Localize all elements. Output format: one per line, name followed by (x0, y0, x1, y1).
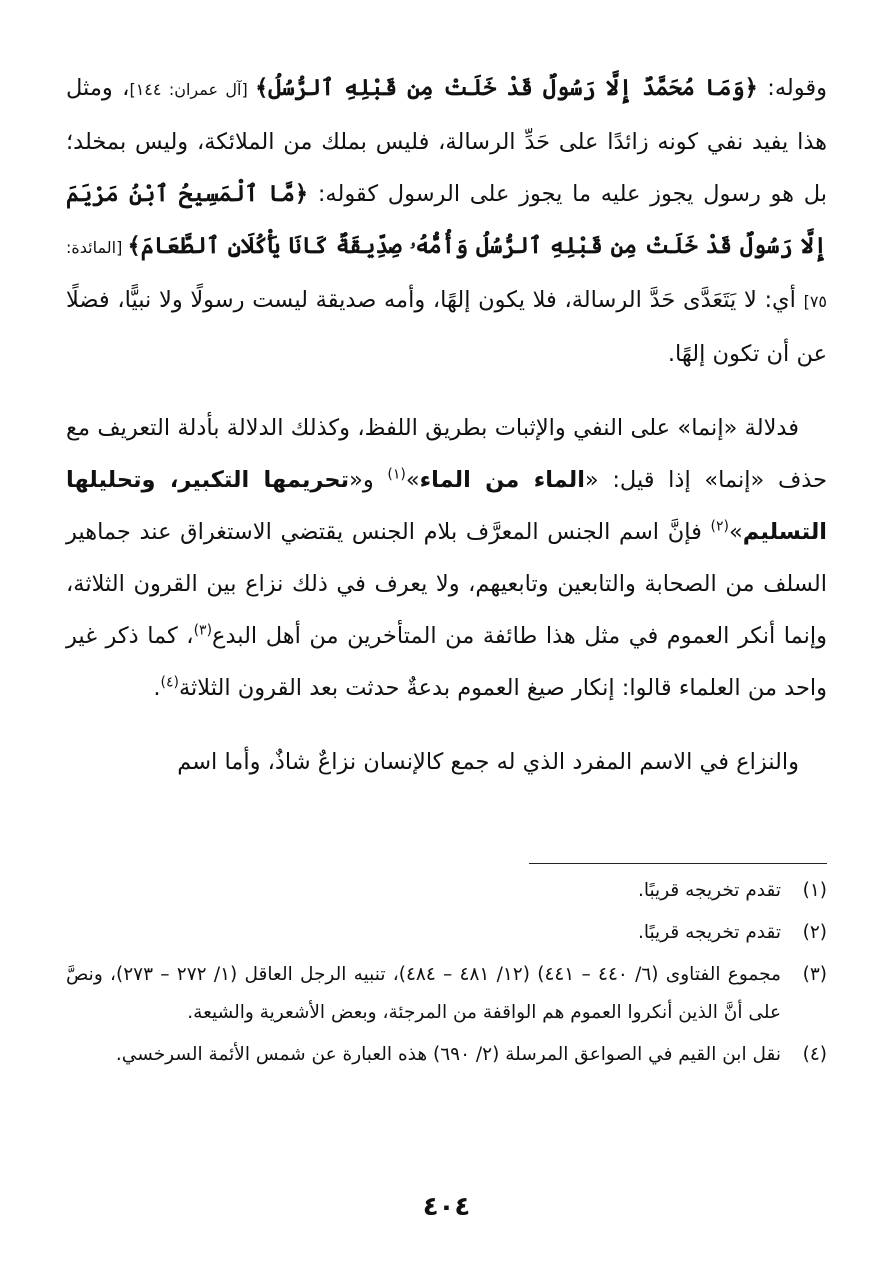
text-run: ، ومثل هذا يفيد نفي كونه زائدًا على حَدِّ الرسالة، فليس بملك من الملائكة، وليس بمخلد؛ بل هو رسول يجوز عليه ما يجوز على الرسول كقوله: (66, 75, 828, 207)
footnote-item (66, 914, 827, 952)
page-number: ٤٠٤ (422, 1192, 471, 1222)
text-run: » (728, 519, 743, 545)
footnote-marker[interactable]: (١) (387, 466, 406, 483)
main-text (66, 62, 827, 788)
footnote-marker[interactable]: (٢) (710, 518, 729, 535)
footnote-text: نقل ابن القيم في الصواعق المرسلة (٢/ ٦٩٠) هذه العبارة عن شمس الأئمة السرخسي. (115, 1044, 781, 1065)
text-run: فدلالة «إنما» على النفي والإثبات بطريق اللفظ، وكذلك الدلالة بأدلة التعريف مع حذف «إنما» إذا قيل: « (66, 415, 827, 493)
footnote-text: تقدم تخريجه قريبًا. (637, 922, 781, 943)
text-run: . (153, 675, 161, 701)
verse-reference: [المائدة: ٧٥] (66, 238, 827, 311)
quran-verse: ﴿وَمَا مُحَمَّدٌ إِلَّا رَسُولٌ قَدْ خَلَتْ مِن قَبْلِهِ ٱلرُّسُلُ﴾ (255, 75, 758, 101)
hadith-quote: الماء من الماء (419, 467, 585, 493)
paragraph-1 (66, 62, 827, 380)
quran-verse: ﴿مَّا ٱلْمَسِيحُ ٱبْنُ مَرْيَمَ إِلَّا رَسُولٌ قَدْ خَلَتْ مِن قَبْلِهِ ٱلرُّسُلُ وَأُمُّهُۥ صِدِّيقَةٌ كَانَا يَأْكُلَانِ ٱلطَّعَامَ﴾ (66, 181, 827, 259)
footnote-text: مجموع الفتاوى (٦/ ٤٤٠ – ٤٤١) (١٢/ ٤٨١ – ٤٨٤)، تنبيه الرجل العاقل (١/ ٢٧٢ – ٢٧٣)، ونصَّ على أنَّ الذين أنكروا العموم هم الواقفة من المرجئة، وبعض الأشعرية والشيعة. (66, 964, 781, 1023)
hadith-quote: تحريمها التكبير، وتحليلها التسليم (66, 467, 827, 545)
footnote-number: (٤) (802, 1044, 827, 1065)
footnote-marker[interactable]: (٤) (160, 674, 179, 691)
paragraph-2 (66, 402, 827, 714)
footnotes (66, 872, 827, 1078)
footnote-marker[interactable]: (٣) (193, 622, 213, 639)
footnote-item (66, 872, 827, 910)
text-run: وقوله: (757, 75, 827, 101)
text-run: و« (349, 467, 388, 493)
text-run: فإنَّ اسم الجنس المعرَّف بلام الجنس يقتضي الاستغراق عند جماهير السلف من الصحابة والتابعين وتابعيهم، ولا يعرف في ذلك نزاع بين القرون الثلاثة، وإنما أنكر العموم في مثل هذا طائفة من المتأخرين من أهل البدع (66, 519, 827, 649)
footnote-number: (٢) (802, 922, 827, 943)
footnote-number: (١) (802, 880, 827, 901)
text-run: » (405, 467, 420, 493)
footnote-text: تقدم تخريجه قريبًا. (637, 880, 781, 901)
text-run: أي: لا يَتَعَدَّى حَدَّ الرسالة، فلا يكون إلهًا، وأمه صديقة ليست رسولًا ولا نبيًّا، فضلًا عن أن تكون إلهًا. (66, 287, 827, 367)
verse-reference: [آل عمران: ١٤٤] (129, 80, 256, 99)
footnote-item (66, 1036, 827, 1074)
paragraph-3: والنزاع في الاسم المفرد الذي له جمع كالإنسان نزاعٌ شاذٌ، وأما اسم (177, 749, 799, 775)
footnote-item (66, 956, 827, 1032)
text-run: ، كما ذكر غير واحد من العلماء قالوا: إنكار صيغ العموم بدعةٌ حدثت بعد القرون الثلاثة (66, 623, 827, 701)
footnote-number: (٣) (802, 964, 827, 985)
footnote-separator (529, 863, 827, 864)
